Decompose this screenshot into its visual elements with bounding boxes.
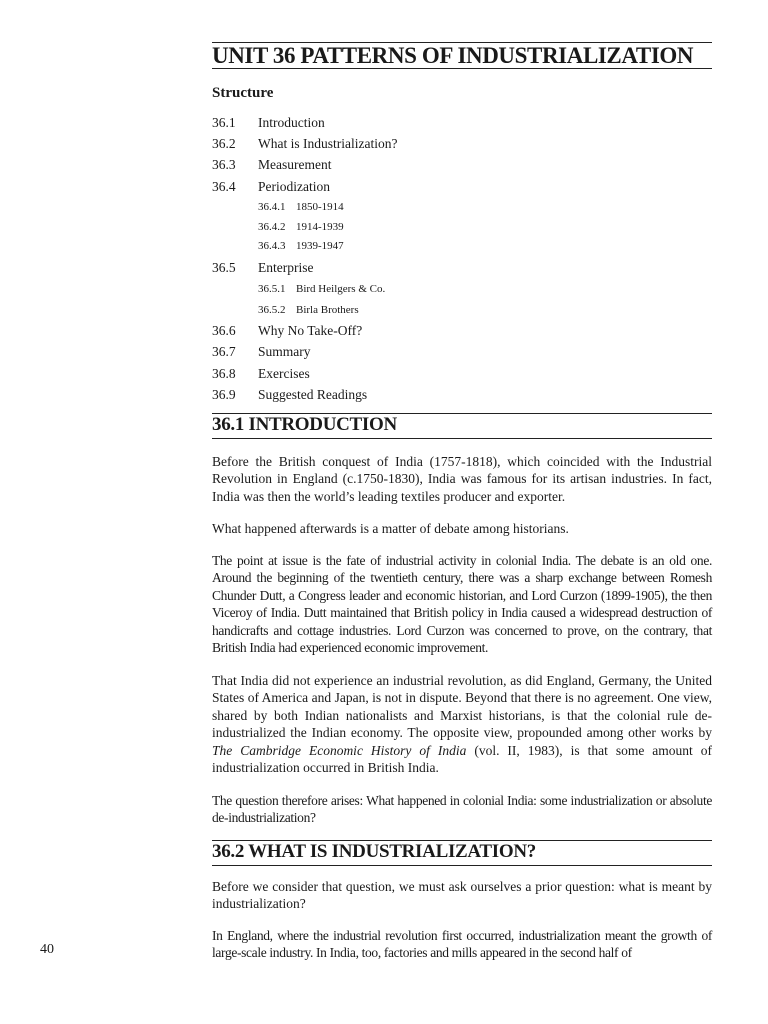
toc-item: 36.7 Summary	[212, 344, 311, 359]
toc-item: 36.4 Periodization	[212, 179, 330, 194]
toc-item: 36.2 What is Industrialization?	[212, 136, 398, 151]
toc-item: 36.3 Measurement	[212, 157, 332, 172]
section-2-bottom-rule	[212, 865, 712, 866]
toc-item: 36.8 Exercises	[212, 366, 310, 381]
toc-subitem: 36.4.3 1939-1947	[258, 240, 344, 252]
toc-item: 36.5 Enterprise	[212, 260, 314, 275]
section-heading-introduction: 36.1 INTRODUCTION	[212, 414, 397, 435]
unit-title: UNIT 36 PATTERNS OF INDUSTRIALIZATION	[212, 43, 694, 68]
book-title: The Cambridge Economic History of India	[212, 742, 467, 758]
toc-subitem: 36.4.2 1914-1939	[258, 221, 344, 233]
page-number: 40	[40, 942, 54, 957]
section-1-bottom-rule	[212, 438, 712, 439]
toc-subitem: 36.5.1 Bird Heilgers & Co.	[258, 283, 386, 295]
section-2-paragraph-2: In England, where the industrial revolution first occurred, industrialization meant the growth of large-scale industry. In India, too, factories and mills appeared in the second half of	[212, 928, 712, 961]
intro-paragraph-3: The point at issue is the fate of industrial activity in colonial India. The debate is an old one. Around the beginning of the twentieth century, there was a sharp exchange between Romesh Chunder Dutt, a Congress leader and economic historian, and Lord Curzon (1899-1905), the then Viceroy of India. Dutt maintained that British policy in India caused a widespread destruction of handicrafts and cottage industries. Lord Curzon was concerned to prove, on the contrary, that British India had experienced economic improvement.	[212, 553, 712, 656]
toc-item: 36.6 Why No Take-Off?	[212, 323, 363, 338]
toc-item: 36.9 Suggested Readings	[212, 387, 368, 402]
toc-subitem: 36.4.1 1850-1914	[258, 201, 344, 213]
title-bottom-rule	[212, 68, 712, 69]
intro-paragraph-2: What happened afterwards is a matter of debate among historians.	[212, 521, 569, 536]
intro-paragraph-1: Before the British conquest of India (1757-1818), which coincided with the Industrial Revolution in England (c.1750-1830), India was famous for its artisan industries. In fact, India was then the world’s leading textiles producer and exporter.	[212, 454, 712, 504]
toc-subitem: 36.5.2 Birla Brothers	[258, 304, 359, 316]
structure-heading: Structure	[212, 85, 274, 101]
intro-paragraph-5: The question therefore arises: What happened in colonial India: some industrialization or absolute de-industrialization?	[212, 793, 712, 826]
toc-item: 36.1 Introduction	[212, 115, 325, 130]
section-heading-what-is-industrialization: 36.2 WHAT IS INDUSTRIALIZATION?	[212, 841, 536, 862]
intro-paragraph-4: That India did not experience an industrial revolution, as did England, Germany, the United States of America and Japan, is not in dispute. Beyond that there is no agreement. One view, shared by both Indian nationalists and Marxist historians, is that the colonial rule de-industrialized the Indian economy. The opposite view, propounded among other works by The Cambridge Economic History of India (vol. II, 1983), is that some amount of industrialization occurred in British India.	[212, 673, 712, 776]
section-2-paragraph-1: Before we consider that question, we must ask ourselves a prior question: what is meant by industrialization?	[212, 879, 712, 912]
